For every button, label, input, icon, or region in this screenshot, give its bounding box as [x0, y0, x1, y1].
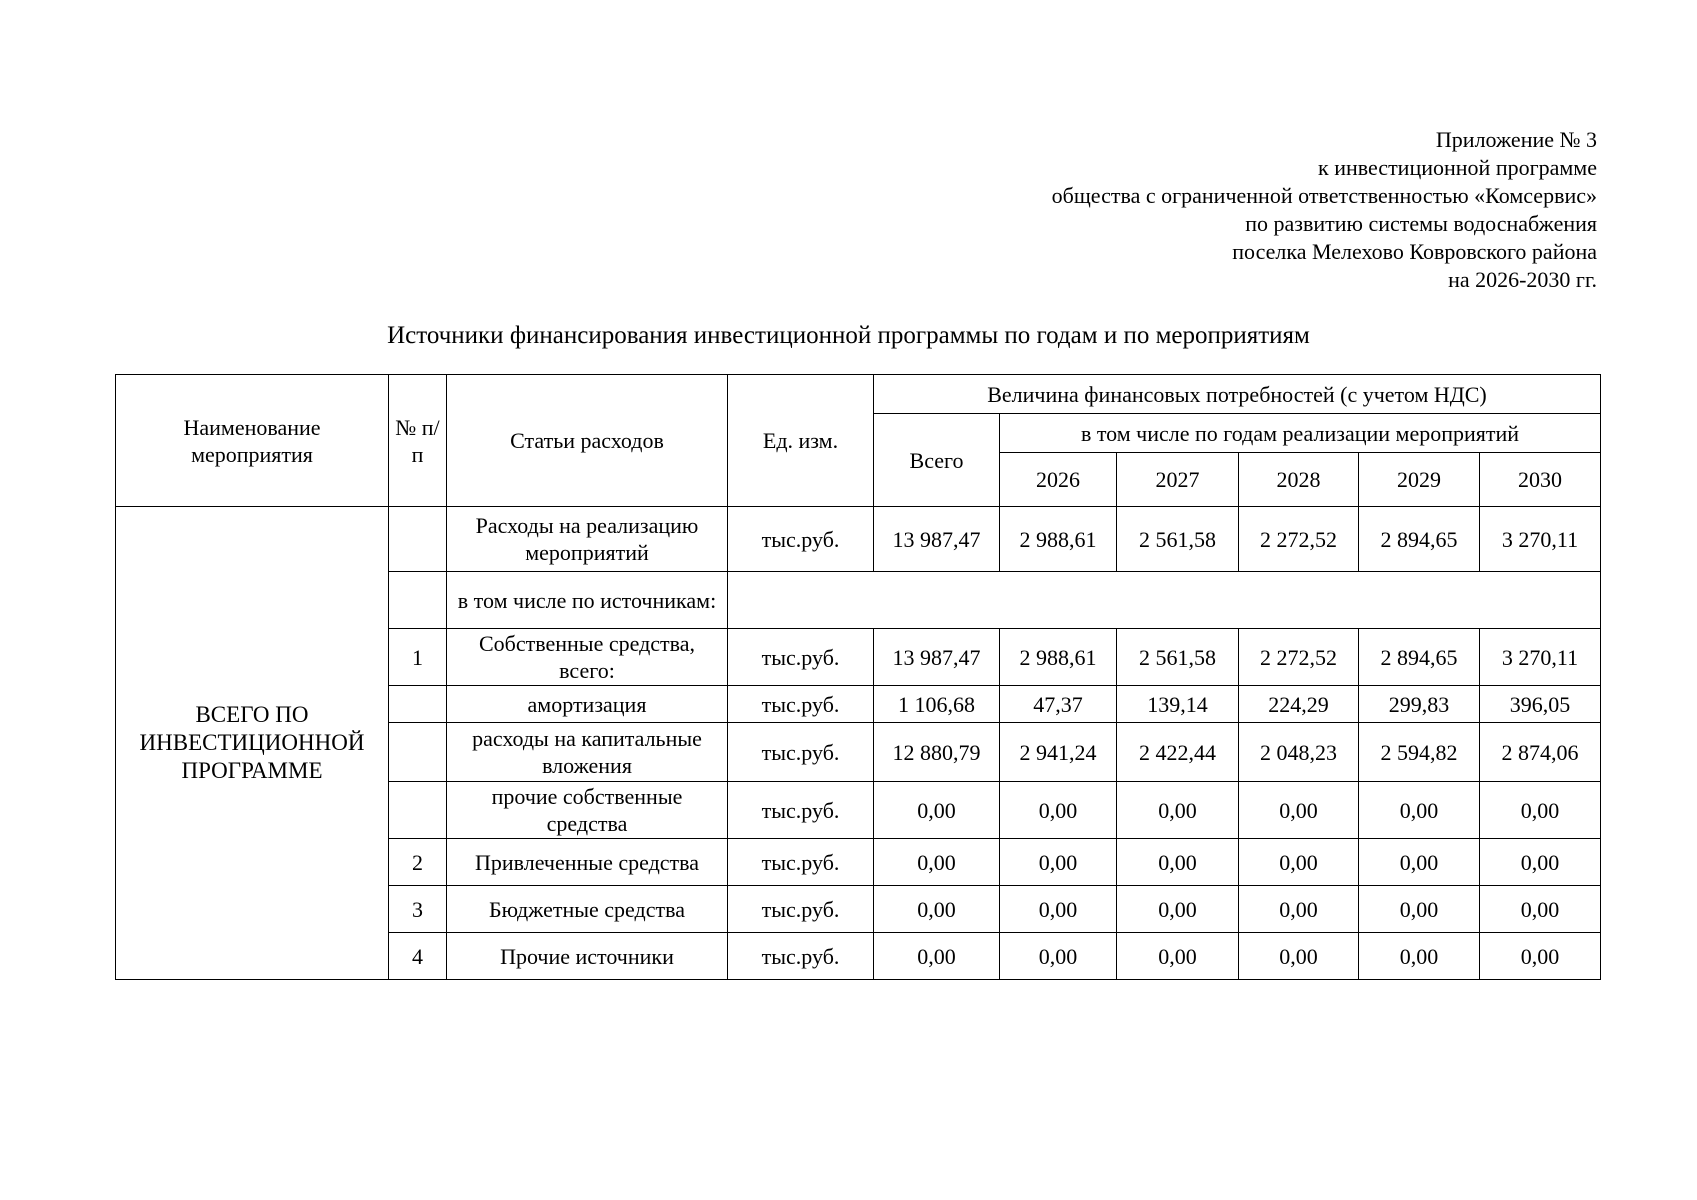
row-total: 0,00 — [874, 782, 1000, 839]
row-item: Расходы на реализацию мероприятий — [447, 507, 728, 572]
row-value: 0,00 — [1239, 839, 1359, 886]
row-total: 13 987,47 — [874, 507, 1000, 572]
row-value: 2 941,24 — [1000, 723, 1117, 782]
row-number: 3 — [389, 886, 447, 933]
row-total: 0,00 — [874, 886, 1000, 933]
row-item: расходы на капитальные вложения — [447, 723, 728, 782]
header-year: 2028 — [1239, 453, 1359, 507]
row-unit: тыс.руб. — [728, 686, 874, 723]
row-total: 0,00 — [874, 839, 1000, 886]
header-number: № п/п — [389, 375, 447, 507]
row-value: 0,00 — [1359, 933, 1480, 980]
row-value: 224,29 — [1239, 686, 1359, 723]
row-value: 2 048,23 — [1239, 723, 1359, 782]
annex-header — [1052, 126, 1597, 294]
row-value: 396,05 — [1480, 686, 1601, 723]
row-unit: тыс.руб. — [728, 886, 874, 933]
row-number — [389, 572, 447, 629]
annex-line: общества с ограниченной ответственностью «Комсервис» — [1051, 183, 1597, 208]
row-total: 13 987,47 — [874, 629, 1000, 686]
row-total: 12 880,79 — [874, 723, 1000, 782]
row-value: 0,00 — [1000, 839, 1117, 886]
row-value: 0,00 — [1359, 782, 1480, 839]
row-item: Бюджетные средства — [447, 886, 728, 933]
row-value: 0,00 — [1480, 933, 1601, 980]
row-value: 299,83 — [1359, 686, 1480, 723]
document-title: Источники финансирования инвестиционной программы по годам и по мероприятиям — [387, 322, 1310, 349]
activity-name: ВСЕГО ПО ИНВЕСТИЦИОННОЙ ПРОГРАММЕ — [116, 507, 389, 980]
row-value: 0,00 — [1480, 886, 1601, 933]
table-row — [116, 507, 1601, 572]
header-activity: Наименование мероприятия — [116, 375, 389, 507]
row-value: 2 894,65 — [1359, 507, 1480, 572]
row-value: 0,00 — [1480, 839, 1601, 886]
row-total: 0,00 — [874, 933, 1000, 980]
row-value: 0,00 — [1000, 933, 1117, 980]
row-value: 2 272,52 — [1239, 507, 1359, 572]
row-number — [389, 686, 447, 723]
annex-line: поселка Мелехово Ковровского района — [1232, 239, 1597, 264]
row-value: 0,00 — [1117, 839, 1239, 886]
annex-line: по развитию системы водоснабжения — [1245, 211, 1597, 236]
header-year: 2030 — [1480, 453, 1601, 507]
row-empty-span — [728, 572, 1601, 629]
row-number — [389, 782, 447, 839]
row-value: 0,00 — [1000, 886, 1117, 933]
header-year: 2029 — [1359, 453, 1480, 507]
annex-line: к инвестиционной программе — [1318, 155, 1597, 180]
row-value: 0,00 — [1239, 782, 1359, 839]
row-value: 2 561,58 — [1117, 629, 1239, 686]
row-unit: тыс.руб. — [728, 507, 874, 572]
header-financial-needs: Величина финансовых потребностей (с учетом НДС) — [874, 375, 1601, 414]
row-value: 2 422,44 — [1117, 723, 1239, 782]
header-items: Статьи расходов — [447, 375, 728, 507]
row-value: 0,00 — [1117, 933, 1239, 980]
row-value: 2 894,65 — [1359, 629, 1480, 686]
row-number: 2 — [389, 839, 447, 886]
row-item: Привлеченные средства — [447, 839, 728, 886]
row-value: 2 988,61 — [1000, 507, 1117, 572]
row-item: амортизация — [447, 686, 728, 723]
row-item: Прочие источники — [447, 933, 728, 980]
row-value: 0,00 — [1000, 782, 1117, 839]
row-value: 0,00 — [1239, 933, 1359, 980]
row-item: в том числе по источникам: — [447, 572, 728, 629]
annex-line: Приложение № 3 — [1435, 127, 1597, 152]
row-value: 3 270,11 — [1480, 629, 1601, 686]
row-value: 2 988,61 — [1000, 629, 1117, 686]
header-by-years: в том числе по годам реализации мероприятий — [1000, 414, 1601, 453]
row-number: 4 — [389, 933, 447, 980]
header-year: 2026 — [1000, 453, 1117, 507]
row-value: 2 272,52 — [1239, 629, 1359, 686]
row-value: 0,00 — [1117, 886, 1239, 933]
row-value: 0,00 — [1239, 886, 1359, 933]
row-value: 0,00 — [1117, 782, 1239, 839]
row-unit: тыс.руб. — [728, 782, 874, 839]
row-value: 2 874,06 — [1480, 723, 1601, 782]
row-value: 2 561,58 — [1117, 507, 1239, 572]
row-unit: тыс.руб. — [728, 723, 874, 782]
row-value: 47,37 — [1000, 686, 1117, 723]
row-value: 0,00 — [1359, 886, 1480, 933]
financing-table — [115, 374, 1601, 980]
row-unit: тыс.руб. — [728, 839, 874, 886]
row-value: 2 594,82 — [1359, 723, 1480, 782]
row-number — [389, 723, 447, 782]
row-value: 139,14 — [1117, 686, 1239, 723]
header-unit: Ед. изм. — [728, 375, 874, 507]
header-year: 2027 — [1117, 453, 1239, 507]
annex-line: на 2026-2030 гг. — [1448, 267, 1597, 292]
row-item: прочие собственные средства — [447, 782, 728, 839]
row-value: 3 270,11 — [1480, 507, 1601, 572]
row-unit: тыс.руб. — [728, 629, 874, 686]
row-number: 1 — [389, 629, 447, 686]
header-total: Всего — [874, 414, 1000, 507]
row-item: Собственные средства, всего: — [447, 629, 728, 686]
row-value: 0,00 — [1359, 839, 1480, 886]
row-unit: тыс.руб. — [728, 933, 874, 980]
row-total: 1 106,68 — [874, 686, 1000, 723]
row-number — [389, 507, 447, 572]
row-value: 0,00 — [1480, 782, 1601, 839]
